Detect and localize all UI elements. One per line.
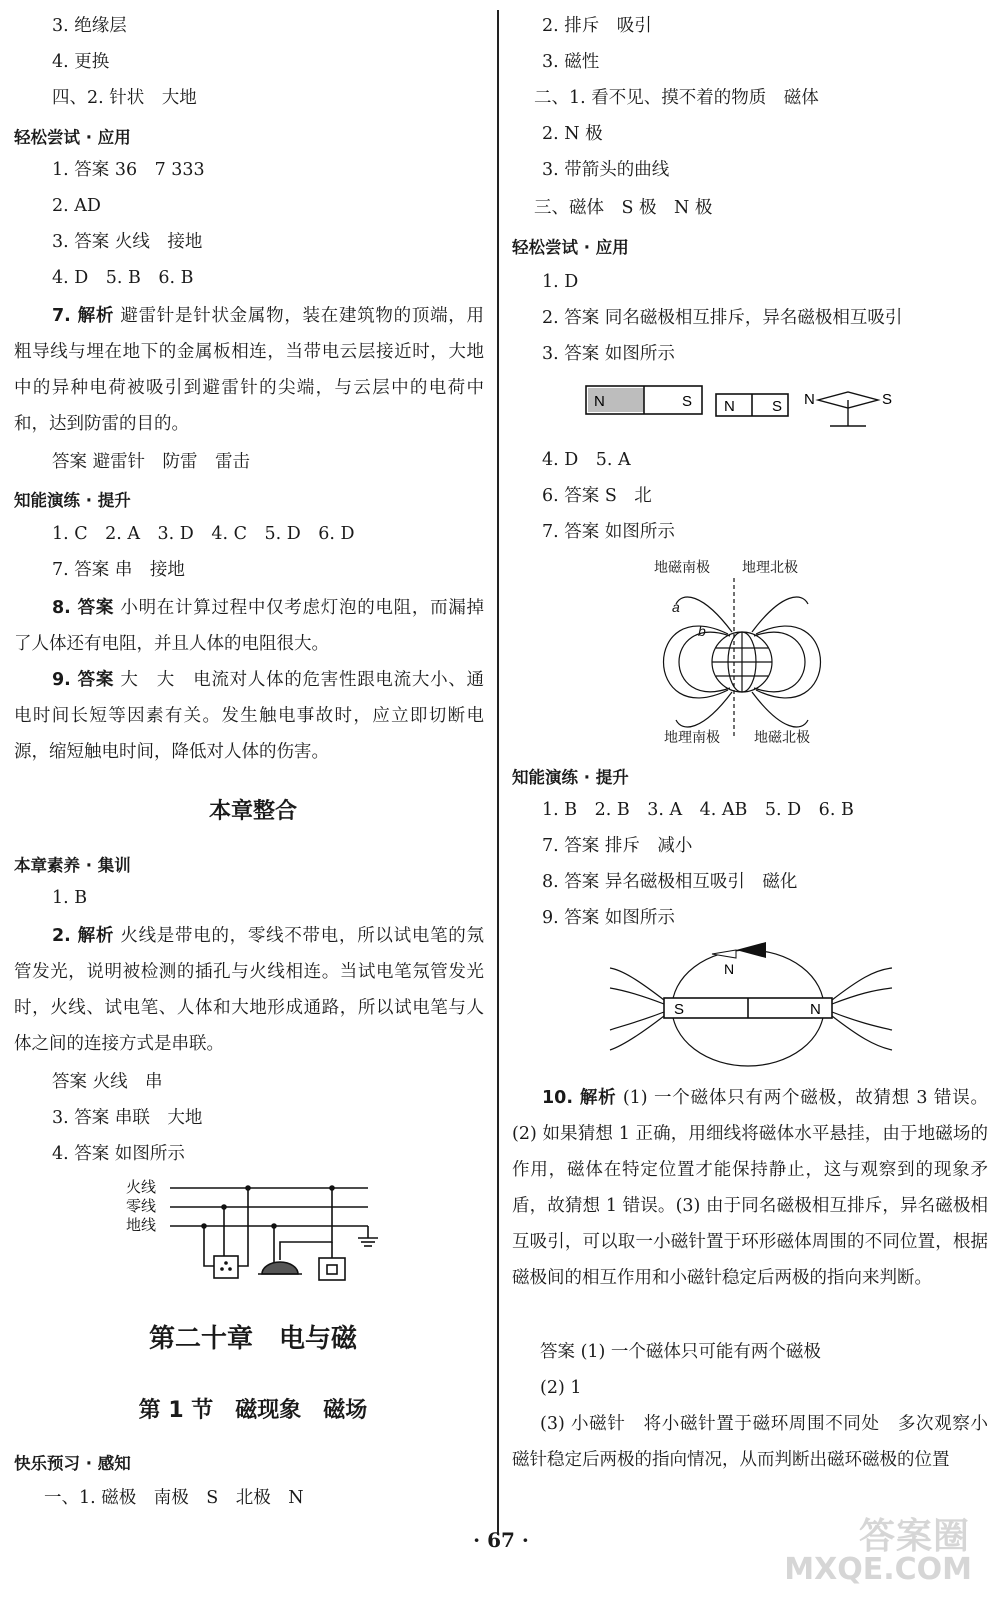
section-heading: 轻松尝试 · 应用 bbox=[14, 128, 131, 147]
geographic-south-label: 地理南极 bbox=[664, 729, 720, 745]
watermark-text: 答案圈 bbox=[858, 1516, 970, 1557]
answer-line: 4. 答案 如图所示 bbox=[52, 1144, 185, 1164]
explanation-paragraph bbox=[14, 918, 484, 1062]
earth-magnetic-field-diagram bbox=[642, 552, 842, 752]
chapter-summary-title: 本章整合 bbox=[208, 799, 297, 824]
bar-magnet-s-label: S bbox=[674, 1001, 685, 1018]
answer-line: 2. AD bbox=[52, 196, 101, 216]
section-heading: 轻松尝试 · 应用 bbox=[512, 238, 629, 257]
answer-line: 答案 火线 串 bbox=[52, 1072, 163, 1092]
answer-line: 2. N 极 bbox=[542, 124, 603, 144]
answer-line: 3. 绝缘层 bbox=[52, 16, 127, 36]
explanation-paragraph bbox=[14, 662, 484, 770]
answer-line: 4. D 5. B 6. B bbox=[52, 268, 194, 288]
point-a-label: a bbox=[672, 599, 680, 615]
answer-line: 一、1. 磁极 南极 S 北极 N bbox=[44, 1488, 304, 1508]
section-heading: 知能演练 · 提升 bbox=[14, 491, 131, 510]
magnet-n-label: N bbox=[724, 398, 735, 415]
answer-line: 二、1. 看不见、摸不着的物质 磁体 bbox=[534, 88, 819, 108]
paragraph-text: 火线是带电的，零线不带电，所以试电笔的氖管发光，说明被检测的插孔与火线相连。当试电笔氖管发光时，火线、试电笔、人体和大地形成通路，所以试电笔与人体之间的连接方式是串联。 bbox=[14, 926, 485, 1054]
answer-line: 1. B 2. B 3. A 4. AB 5. D 6. B bbox=[542, 800, 854, 820]
magnet-s-label: S bbox=[772, 398, 783, 415]
paragraph-text: (1) 一个磁体只有两个磁极，故猜想 3 错误。(2) 如果猜想 1 正确，用细线将磁体水平悬挂，由于地磁场的作用，磁体在特定位置才能保持静止，这与观察到的现象矛盾，故猜想 1 错误。(3) 由于同名磁极相互排斥，异名磁极相互吸引，可以取一小磁针置于环形磁体周围的不同位置，根据磁极间的相互作用和小磁针稳定后两极的指向来判断。 bbox=[512, 1088, 988, 1288]
explanation-paragraph bbox=[14, 590, 484, 662]
answer-line: 四、2. 针状 大地 bbox=[52, 88, 197, 108]
compass-needle-n-label: N bbox=[724, 961, 735, 977]
answer-line: 2. 排斥 吸引 bbox=[542, 16, 652, 36]
section-heading: 本章素养 · 集训 bbox=[14, 856, 131, 875]
paragraph-lead: 9. 答案 bbox=[52, 670, 115, 690]
paragraph-lead: 10. 解析 bbox=[542, 1088, 617, 1108]
section-heading: 知能演练 · 提升 bbox=[512, 768, 629, 787]
magnet-pole-diagram bbox=[582, 380, 962, 432]
answer-line: 答案 (1) 一个磁体只可能有两个磁极 bbox=[540, 1342, 821, 1362]
answer-line: 3. 答案 如图所示 bbox=[542, 344, 675, 364]
geomagnetic-north-label: 地磁北极 bbox=[754, 729, 810, 745]
answer-line: 答案 避雷针 防雷 雷击 bbox=[52, 452, 251, 472]
geographic-north-label: 地理北极 bbox=[742, 559, 798, 575]
answer-line: 4. D 5. A bbox=[542, 450, 631, 470]
answer-line: 3. 磁性 bbox=[542, 52, 600, 72]
answer-line: 2. 答案 同名磁极相互排斥，异名磁极相互吸引 bbox=[542, 308, 903, 328]
paragraph-lead: 8. 答案 bbox=[52, 598, 115, 618]
page-number: · 67 · bbox=[473, 1528, 529, 1552]
magnet-s-label: S bbox=[682, 393, 693, 410]
answer-line: 6. 答案 S 北 bbox=[542, 486, 652, 506]
section-heading: 快乐预习 · 感知 bbox=[14, 1454, 131, 1473]
answer-line: 9. 答案 如图所示 bbox=[542, 908, 675, 928]
bar-magnet-field-diagram bbox=[608, 940, 894, 1070]
paragraph-lead: 7. 解析 bbox=[52, 306, 115, 326]
answer-line: 1. D bbox=[542, 272, 579, 292]
household-circuit-diagram bbox=[114, 1176, 394, 1288]
paragraph-lead: 2. 解析 bbox=[52, 926, 115, 946]
answer-line: 4. 更换 bbox=[52, 52, 110, 72]
answer-line: 三、磁体 S 极 N 极 bbox=[534, 198, 713, 218]
geomagnetic-south-label: 地磁南极 bbox=[654, 559, 710, 575]
answer-line: 8. 答案 异名磁极相互吸引 磁化 bbox=[542, 872, 798, 892]
compass-n-label: N bbox=[804, 391, 815, 408]
bar-magnet-n-label: N bbox=[810, 1001, 821, 1018]
watermark-url: MXQE.COM bbox=[784, 1552, 972, 1587]
compass-s-label: S bbox=[882, 391, 893, 408]
explanation-paragraph bbox=[14, 298, 484, 442]
answer-line: 1. B bbox=[52, 888, 88, 908]
explanation-paragraph: (3) 小磁针 将小磁针置于磁环周围不同处 多次观察小磁针稳定后两极的指向情况，从而判断出磁环磁极的位置 bbox=[512, 1414, 988, 1470]
neutral-wire-label: 零线 bbox=[126, 1198, 157, 1215]
point-b-label: b bbox=[698, 623, 706, 639]
paragraph-text: 小明在计算过程中仅考虑灯泡的电阻，而漏掉了人体还有电阻，并且人体的电阻很大。 bbox=[14, 598, 485, 654]
live-wire-label: 火线 bbox=[126, 1179, 157, 1196]
answer-line: 3. 答案 火线 接地 bbox=[52, 232, 203, 252]
answer-line: (2) 1 bbox=[540, 1378, 582, 1398]
answer-line: 7. 答案 排斥 减小 bbox=[542, 836, 693, 856]
answer-line: 1. C 2. A 3. D 4. C 5. D 6. D bbox=[52, 524, 355, 544]
explanation-paragraph bbox=[512, 1080, 988, 1296]
paragraph-text: 大 大 电流对人体的危害性跟电流大小、通电时间长短等因素有关。发生触电事故时，应立即切断电源，缩短触电时间，降低对人体的伤害。 bbox=[14, 670, 485, 762]
answer-line: 3. 答案 串联 大地 bbox=[52, 1108, 203, 1128]
chapter-title: 第二十章 电与磁 bbox=[148, 1324, 357, 1354]
answer-line: 7. 答案 串 接地 bbox=[52, 560, 185, 580]
ground-wire-label: 地线 bbox=[126, 1217, 157, 1234]
section-title: 第 1 节 磁现象 磁场 bbox=[138, 1398, 368, 1423]
column-divider bbox=[497, 10, 499, 1535]
answer-line: 7. 答案 如图所示 bbox=[542, 522, 675, 542]
answer-line: 3. 带箭头的曲线 bbox=[542, 160, 670, 180]
magnet-n-label: N bbox=[594, 393, 605, 410]
answer-line: 1. 答案 36 7 333 bbox=[52, 160, 205, 180]
paragraph-text: 避雷针是针状金属物，装在建筑物的顶端，用粗导线与埋在地下的金属板相连，当带电云层接近时，大地中的异种电荷被吸引到避雷针的尖端，与云层中的电荷中和，达到防雷的目的。 bbox=[14, 306, 485, 434]
